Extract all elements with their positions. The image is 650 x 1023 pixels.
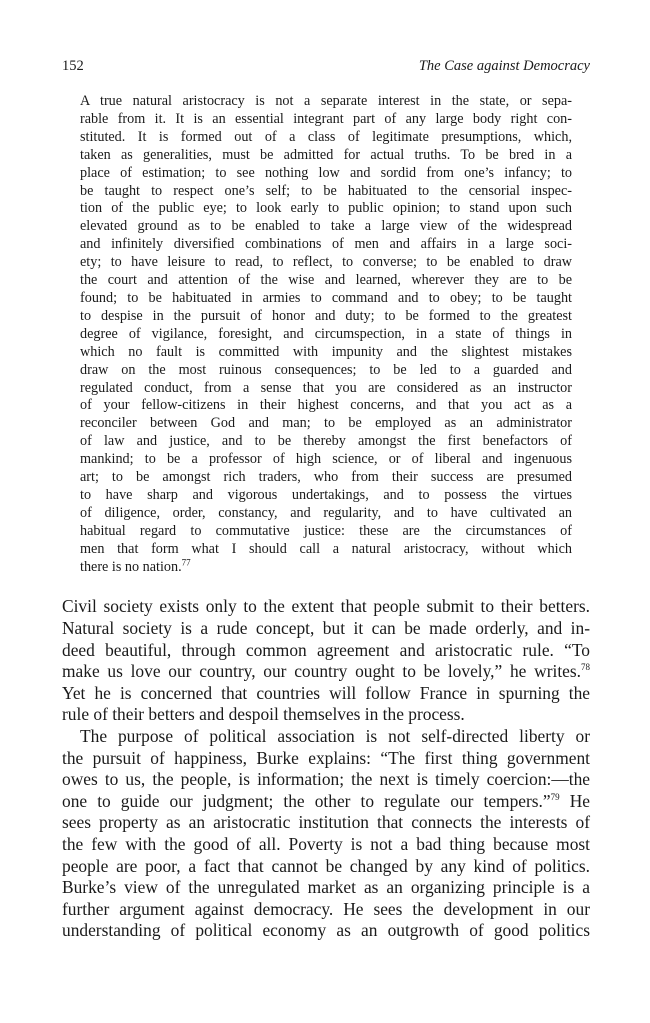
quote-line: stituted. It is formed out of a class of legitimate presumptions, which, [80, 128, 572, 145]
paragraph-line: people are poor, a fact that cannot be changed by any kind of politics. [62, 855, 590, 876]
paragraph-line: Natural society is a rude concept, but it can be made orderly, and in- [62, 618, 590, 639]
quote-line: be taught to respect one’s self; to be habituated to the censorial inspec- [80, 182, 572, 199]
quote-line: mankind; to be a professor of high science, or of liberal and ingenuous [80, 451, 572, 468]
page-number: 152 [62, 58, 84, 74]
quote-line: draw on the most ruinous consequences; to be led to a guarded and [80, 361, 572, 378]
quote-line: habitual regard to commutative justice: these are the circumstances of [80, 522, 572, 539]
quote-line: of law and justice, and to be thereby amongst the first benefactors of [80, 433, 572, 450]
paragraph-line-with-note [62, 791, 590, 813]
quote-line: the court and attention of the wise and learned, wherever they are to be [80, 272, 572, 289]
quote-line: tion of the public eye; to look early to public opinion; to stand upon such [80, 200, 572, 217]
quote-line: to despise in the pursuit of honor and duty; to be formed to the greatest [80, 307, 572, 324]
paragraph-line: The purpose of political association is not self-directed liberty or [80, 726, 590, 747]
paragraph-line: deed beautiful, through common agreement and aristocratic rule. “To [62, 639, 590, 660]
quote-line: A true natural aristocracy is not a separate interest in the state, or sepa- [80, 93, 572, 109]
block-quotation [80, 93, 572, 576]
quote-line: which no fault is committed with impunity and the slightest mistakes [80, 343, 572, 360]
quote-line: ety; to have leisure to read, to reflect, to converse; to be enabled to draw [80, 254, 572, 271]
quote-line: men that form what I should call a natural aristocracy, without which [80, 540, 572, 557]
quote-line: taken as generalities, must be admitted for actual truths. To be bred in a [80, 146, 572, 163]
quote-line: regulated conduct, from a sense that you are considered as an instructor [80, 379, 572, 396]
footnote-reference: 78 [581, 662, 590, 673]
paragraph-line: owes to us, the people, is information; the next is timely coercion:—the [62, 769, 590, 790]
quote-line: to have sharp and vigorous undertakings, and to possess the virtues [80, 486, 572, 503]
running-head [62, 56, 590, 76]
paragraph-line-text: one to guide our judgment; the other to regulate our tempers.” [62, 790, 551, 811]
paragraph [62, 596, 590, 726]
quote-line: of diligence, order, constancy, and regularity, and to have cultivated an [80, 504, 572, 521]
paragraph-line: Yet he is concerned that countries will follow France in spurning the [62, 682, 590, 703]
paragraph [62, 726, 590, 942]
paragraph-line-with-note [62, 661, 590, 683]
paragraph-line: Burke’s view of the unregulated market as an organizing principle is a [62, 877, 590, 898]
quote-line: reconciler between God and man; to be employed as an administrator [80, 415, 572, 432]
paragraph-line: understanding of political economy as an outgrowth of good politics [62, 920, 590, 941]
paragraph-line-text: He [559, 790, 590, 811]
body-text [62, 596, 590, 942]
paragraph-line: rule of their betters and despoil themselves in the process. [62, 704, 465, 725]
paragraph-line: the few with the good of all. Poverty is not a bad thing because most [62, 834, 590, 854]
footnote-reference: 77 [181, 556, 191, 567]
quote-line: place of estimation; to see nothing low and sordid from one’s infancy; to [80, 164, 572, 181]
quote-line: and infinitely diversified combinations of men and affairs in a large soci- [80, 236, 572, 253]
paragraph-line-text: make us love our country, our country ought to be lovely,” he writes. [62, 661, 581, 682]
quote-line: rable from it. It is an essential integrant part of any large body right con- [80, 110, 572, 127]
quote-line-last [80, 556, 572, 577]
quote-final-text: there is no nation. [80, 558, 182, 575]
quote-line: found; to be habituated in armies to command and to obey; to be taught [80, 289, 572, 306]
paragraph-line: the pursuit of happiness, Burke explains: “The first thing government [62, 747, 590, 768]
quote-line: degree of vigilance, foresight, and circumspection, in a state of things in [80, 325, 572, 342]
quote-line: elevated ground as to be enabled to take a large view of the widespread [80, 218, 572, 235]
quote-line: of your fellow-citizens in their highest concerns, and that you act as a [80, 397, 572, 414]
paragraph-line: further argument against democracy. He sees the development in our [62, 898, 590, 919]
paragraph-line: sees property as an aristocratic institution that connects the interests of [62, 812, 590, 833]
paragraph-line: Civil society exists only to the extent that people submit to their betters. [62, 596, 590, 617]
footnote-reference: 79 [550, 792, 560, 803]
quote-line: art; to be amongst rich traders, who from their success are presumed [80, 469, 572, 486]
book-page [62, 56, 590, 942]
running-title: The Case against Democracy [418, 58, 590, 74]
